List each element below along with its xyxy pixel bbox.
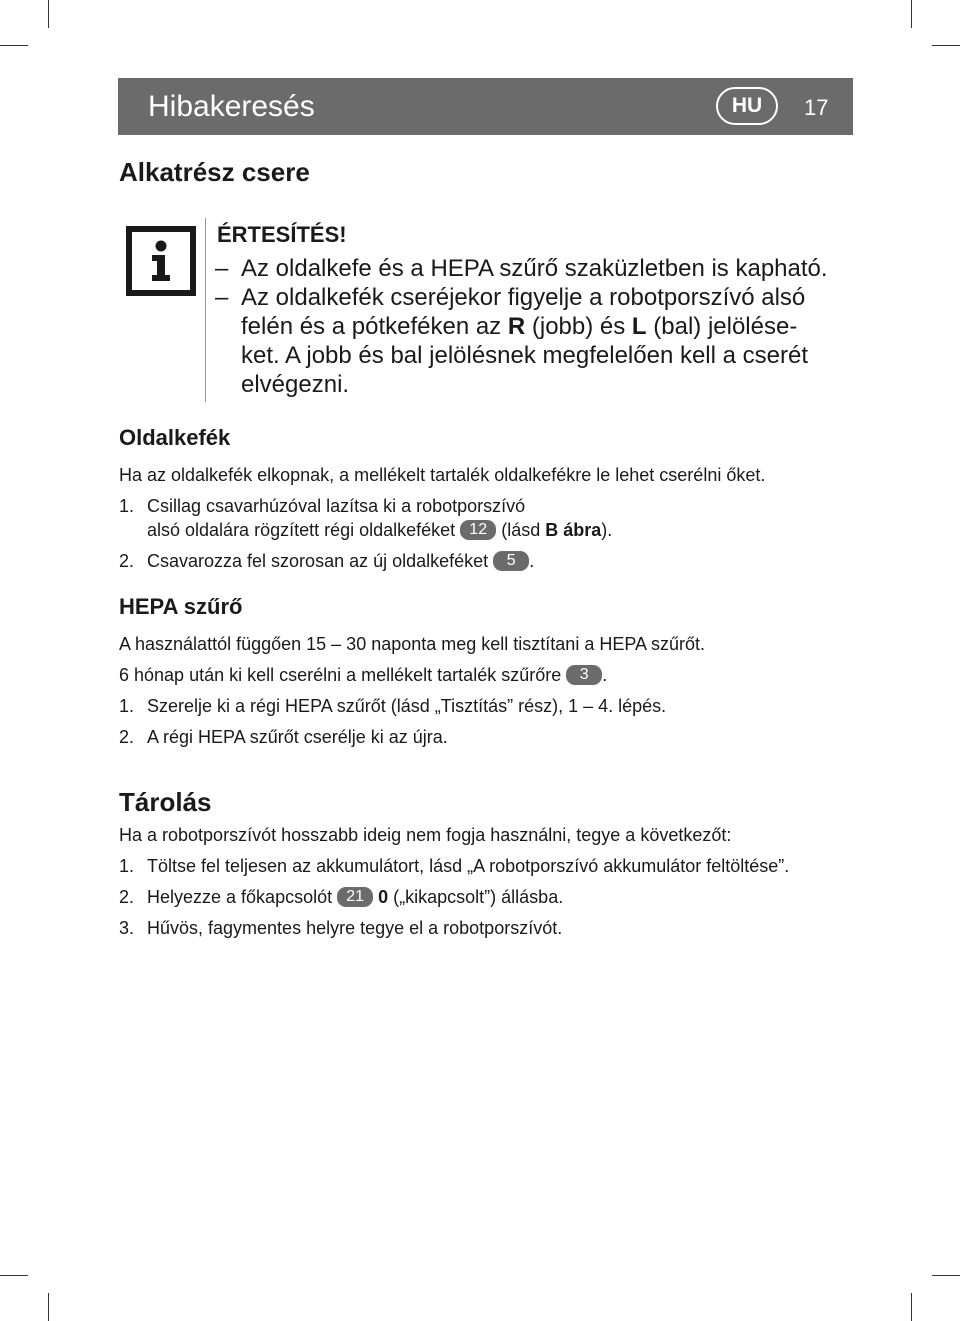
section-heading-alkatresz: Alkatrész csere (119, 157, 310, 187)
tarolas-step-2 (119, 886, 563, 908)
section-heading-tarolas: Tárolás (119, 787, 212, 817)
text: (lásd (496, 520, 546, 540)
chapter-header (118, 78, 853, 135)
notice-item-2-line-3: ket. A jobb és bal jelölésnek megfelelően kell a cserét (241, 342, 809, 369)
oldalkefek-step-1-line-2 (147, 519, 612, 541)
crop-mark (0, 1275, 28, 1276)
text: ). (601, 520, 613, 540)
crop-mark (48, 1293, 49, 1321)
subheading-hepa: HEPA szűrő (119, 594, 243, 619)
bullet-dash: – (215, 255, 229, 282)
crop-mark (48, 0, 49, 28)
part-number-badge: 12 (460, 520, 496, 540)
language-badge: HU (716, 87, 778, 125)
switch-position: 0 (378, 887, 389, 907)
figure-reference: B ábra (545, 520, 602, 540)
step-number: 1. (119, 496, 135, 516)
oldalkefek-intro: Ha az oldalkefék elkopnak, a mellékelt tartalék oldalkefékre le lehet cserélni őket. (119, 465, 766, 485)
text: Hűvös, fagymentes helyre tegye el a robotporszívót. (147, 918, 563, 938)
text: Töltse fel teljesen az akkumulátort, lásd „A robotporszívó akkumulátor feltöltése”. (147, 856, 790, 876)
text: Szerelje ki a régi HEPA szűrőt (lásd „Tisztítás” rész), 1 – 4. lépés. (147, 696, 667, 716)
tarolas-intro: Ha a robotporszívót hosszabb ideig nem fogja használni, tegye a következőt: (119, 825, 732, 845)
crop-mark (932, 1275, 960, 1276)
crop-mark (911, 1293, 912, 1321)
text: felén és a pótkeféken az (241, 313, 508, 340)
crop-mark (0, 45, 28, 46)
text: (bal) jelölése- (646, 313, 798, 340)
step-number: 2. (119, 727, 135, 747)
part-number-badge: 3 (566, 665, 602, 685)
part-number-badge: 21 (337, 887, 373, 907)
hepa-paragraph-1: A használattól függően 15 – 30 naponta meg kell tisztítani a HEPA szűrőt. (119, 634, 706, 654)
notice-item-1: Az oldalkefe és a HEPA szűrő szaküzletben is kapható. (241, 255, 828, 282)
notice-divider (205, 218, 206, 402)
page-number: 17 (804, 95, 829, 120)
text: . (602, 665, 608, 685)
text: („kikapcsolt”) állásba. (388, 887, 564, 907)
step-number: 1. (119, 856, 135, 876)
subheading-oldalkefek: Oldalkefék (119, 425, 231, 450)
info-icon (126, 226, 196, 296)
tarolas-step-1 (119, 855, 789, 877)
hepa-step-2 (119, 726, 448, 748)
text: Helyezze a főkapcsolót (147, 887, 333, 907)
notice-item-2-line-2 (241, 312, 797, 341)
oldalkefek-step-1-line-1 (119, 495, 525, 517)
step-number: 3. (119, 918, 135, 938)
oldalkefek-step-2 (119, 550, 534, 572)
crop-mark (932, 45, 960, 46)
notice-item-2-line-1: Az oldalkefék cseréjekor figyelje a robotporszívó alsó (241, 284, 806, 311)
step-number: 2. (119, 887, 135, 907)
text: Csillag csavarhúzóval lazítsa ki a robotporszívó (147, 496, 526, 516)
text: Csavarozza fel szorosan az új oldalkeféket (147, 551, 489, 571)
step-number: 1. (119, 696, 135, 716)
hepa-paragraph-2 (119, 664, 607, 686)
chapter-title: Hibakeresés (148, 90, 315, 123)
text: alsó oldalára rögzített régi oldalkeféket (147, 520, 456, 540)
text: A régi HEPA szűrőt cserélje ki az újra. (147, 727, 448, 747)
tarolas-step-3 (119, 917, 562, 939)
text: 6 hónap után ki kell cserélni a mellékelt tartalék szűrőre (119, 665, 562, 685)
part-number-badge: 5 (493, 551, 529, 571)
hepa-step-1 (119, 695, 666, 717)
left-marker: L (631, 313, 647, 340)
bullet-dash: – (215, 284, 229, 311)
step-number: 2. (119, 551, 135, 571)
text: (jobb) és (525, 313, 632, 340)
crop-mark (911, 0, 912, 28)
notice-item-2-line-4: elvégezni. (241, 371, 350, 398)
text: . (529, 551, 535, 571)
notice-title: ÉRTESÍTÉS! (217, 222, 347, 247)
right-marker: R (507, 313, 526, 340)
